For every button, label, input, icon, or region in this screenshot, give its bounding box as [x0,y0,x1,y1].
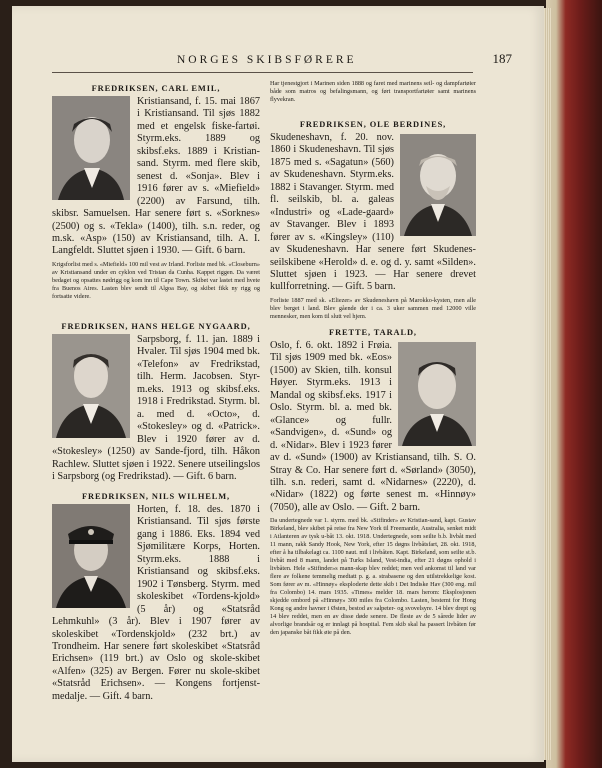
entry-note: Forliste 1887 med sk. «Eliezer» av Skudeneshavn på Marokko-kysten, men alle blev berget i land. Blev gående der i ca. 3 uker sammen med 12000 ville mennesker, men kom til slutt vel hjem. [270,296,476,320]
portrait-image [52,334,130,438]
entry-text: Kristiansand, f. 15. mai 1867 i Kristiansand. Til sjøs 1882 med et engelsk fiske-fartøi. Styrm.eks. 1889 og skibsf.eks. 1889 i Kristian-sand. Styrm. med flere skib, senest d. «Sonja». Blev i 1916 fører av s. «Miefield» (2200) av Farsund, tilh. skibsr. Samuelsen. Har senere ført s. «Sorknes» (2500) og s. «Tekla» (1400), tilh. s.n. reder, og m.sk. «Asp» (150) av Kristiansand, tilh. A. I. Langfeldt. Sluttet sjøen i 1930. — Gift. 6 barn. [52,96,260,257]
header-title: NORGES SKIBSFØRERE [177,54,357,66]
entry-fredriksen-nils-wilhelm [52,492,260,703]
book-binding [546,0,602,768]
entry-name: FREDRIKSEN, OLE BERDINES, [299,120,447,129]
entry-text: Oslo, f. 6. okt. 1892 i Frøia. Til sjøs 1909 med bk. «Eos» (1500) av Skien, tilh. konsul Høyer. Styrm.eks. 1913 i Mandal og skibsf.eks. 1917 i Oslo. Styrm. bl. a. med bk. «Glance» og fullr. «Sandvigen», d. «Sund» og d. «Nidar». Blev i 1923 fører av d. «Sund» (1900) av Kristiansand, tilh. S. O. Stray & Co. Har senere ført d. «Sørland» (3050), tilh. s.n. rederi, samt d. «Nidarnes» (2220), d. «Nidar» (1822) og førte senest m. «Hinnøy» (7050), alle av Oslo. — Gift. 2 barn. [270,340,476,513]
portrait-image [52,504,130,608]
portrait-photo [400,134,476,236]
entry-text: Horten, f. 18. des. 1870 i Kristiansand. Til sjøs første gang i 1886. Eks. 1894 ved Sjømilitære Korps, Horten. Styrm.eks. 1888 i Kristiansand og skibsf.eks. 1902 i Tønsberg. Styrm. med skoleskibet «Tordens-kjold» (5 år) og «Statsråd Lehmkuhl» (3 år). Blev i 1907 fører av skoleskibet «Tordenskjold» (232 brt.) av Trondheim. Har senere ført skoleskibet «Statsråd Erichsen» (119 brt.) av Oslo og skole-skibet «Alfen» (325) av Bergen. Fører nu skole-skibet «Statsråd Erichsen». — Kongens fortjenst-medalje. — Gift. 4 barn. [52,504,260,702]
portrait-image [400,134,476,236]
entry-name: FREDRIKSEN, NILS WILHELM, [82,492,230,501]
entry-note: Krigsforlist med s. «Miefield» 100 mil vest av Irland. Forliste med bk. «Closeburn» av Kristiansand under en cyklon ved Tristan da Cunha. Kappet riggen. Da været bedaget og opsattes nødrigg og kom inn til Cape Town. Skibet var lastet med hvete fra Buenos Aires. Lasten blev sendt til Algoa Bay, og skibet fikk ny rigg og fortsatte videre. [52,260,260,300]
entry-fredriksen-ole-berdines [270,120,476,321]
entry-note: Har tjenestgjort i Marinen siden 1888 og faret med marinens seil- og dampfartøier både som matros og befalingsmann, og ført transportfartøier samt marinens flyvekran. [270,80,476,103]
entry-text: Sarpsborg, f. 11. jan. 1889 i Hvaler. Til sjøs 1904 med bk. «Telefon» av Fredrikstad, tilh. Herm. Jacobsen. Styr-m.eks. 1913 og skibsf.eks. 1918 i Fredrikstad. Styrm. bl. a. med d. «Octo», d. «Stokesley» og d. «Patrick». Blev i 1920 fører av d. «Stokesley» (1250) av Sande-fjord, tilh. Håkon Rachlew. Sluttet sjøen i 1922. Senere utseilingslos i Sarpsborg (og Fredrikstad). — Gift. 6 barn. [52,334,260,482]
portrait-photo [52,96,130,200]
header-rule [52,72,473,73]
entry-fredriksen-hans-helge-nygaard [52,322,260,483]
portrait-image [398,342,476,446]
portrait-image [52,96,130,200]
entry-name: FRETTE, TARALD, [329,328,417,337]
entry-note: Da undertegnede var 1. styrm. med bk. «Stifinder» av Kristian-sand, kapt. Gustav Birkeland, blev skibet på reise fra New York til Freemantle, Australia, senket midt i Atlanteren av tysk u-båt 13. okt. 1918. Undertegnede, som seilte b.b. livbåt med 11 mann, rakk Sandy Hook, New York, efter 15 døgns livbåtsfart, 28. okt. 1918, efter å ha tilbakelagt ca. 1100 naut. mil i livbåten. Kapt. Birkeland, som seilte st.b. livbåt med 8 mann, landet på Turks Island, Vest-india, efter 21 døgns ophold i livbåten. Hele «Stifinder»s mann-skap blev reddet; men ved ankomst til land var flere av folkene temmelig medtatt p. g. a. strabasene og den utilstrekkelige kost. Som fører av m. «Hinnøy» eksploderte dette skib i Det Indiske Hav (300 eng. mil fra Colombo) 14. mars 1935. «Times» melder 18. mars herom: Eksplosjonen skjedde ombord på «Hinnøy» 300 miles fra Colombo. Lasten, bestemt for Hong Kong og andre havner i Østen, bestod av salpeter- og svovelsyre. 14 blev drept og 14 blev reddet, men en av disse døde senere. De fleste av de 5 sårede lider av alvorlige brandsår og er innlagt på hospital. Fem skib skal ha passert livbåten før den japanske båt fikk øie på den. [270,517,476,637]
entry-fredriksen-carl-emil [52,84,260,301]
portrait-photo [398,342,476,446]
running-header [40,50,540,70]
page-number: 187 [492,51,512,66]
entry-continued-note [270,80,476,104]
entry-name: FREDRIKSEN, CARL EMIL, [91,84,221,93]
entry-frette-tarald [270,328,476,637]
entry-name: FREDRIKSEN, HANS HELGE NYGAARD, [61,322,251,331]
portrait-photo [52,334,130,438]
portrait-photo [52,504,130,608]
entry-text: Skudeneshavn, f. 20. nov. 1860 i Skudeneshavn. Til sjøs 1875 med s. «Sagatun» (560) av Skudeneshavn. Styrm.eks. 1882 i Stavanger. Styrm. med fl. seilskib, bl. a. galeas «Industri» og «Lade-gaard» av Stavanger. Blev i 1893 fører av s. «Kingsley» (110) av Skudeneshavn. Har senere ført Skudenes-seilskibene «Herold» d. e. og d. y. samt «Silden». Sluttet sjøen i 1923. — Har senere drevet kullforretning. — Gift. 5 barn. [270,132,476,293]
